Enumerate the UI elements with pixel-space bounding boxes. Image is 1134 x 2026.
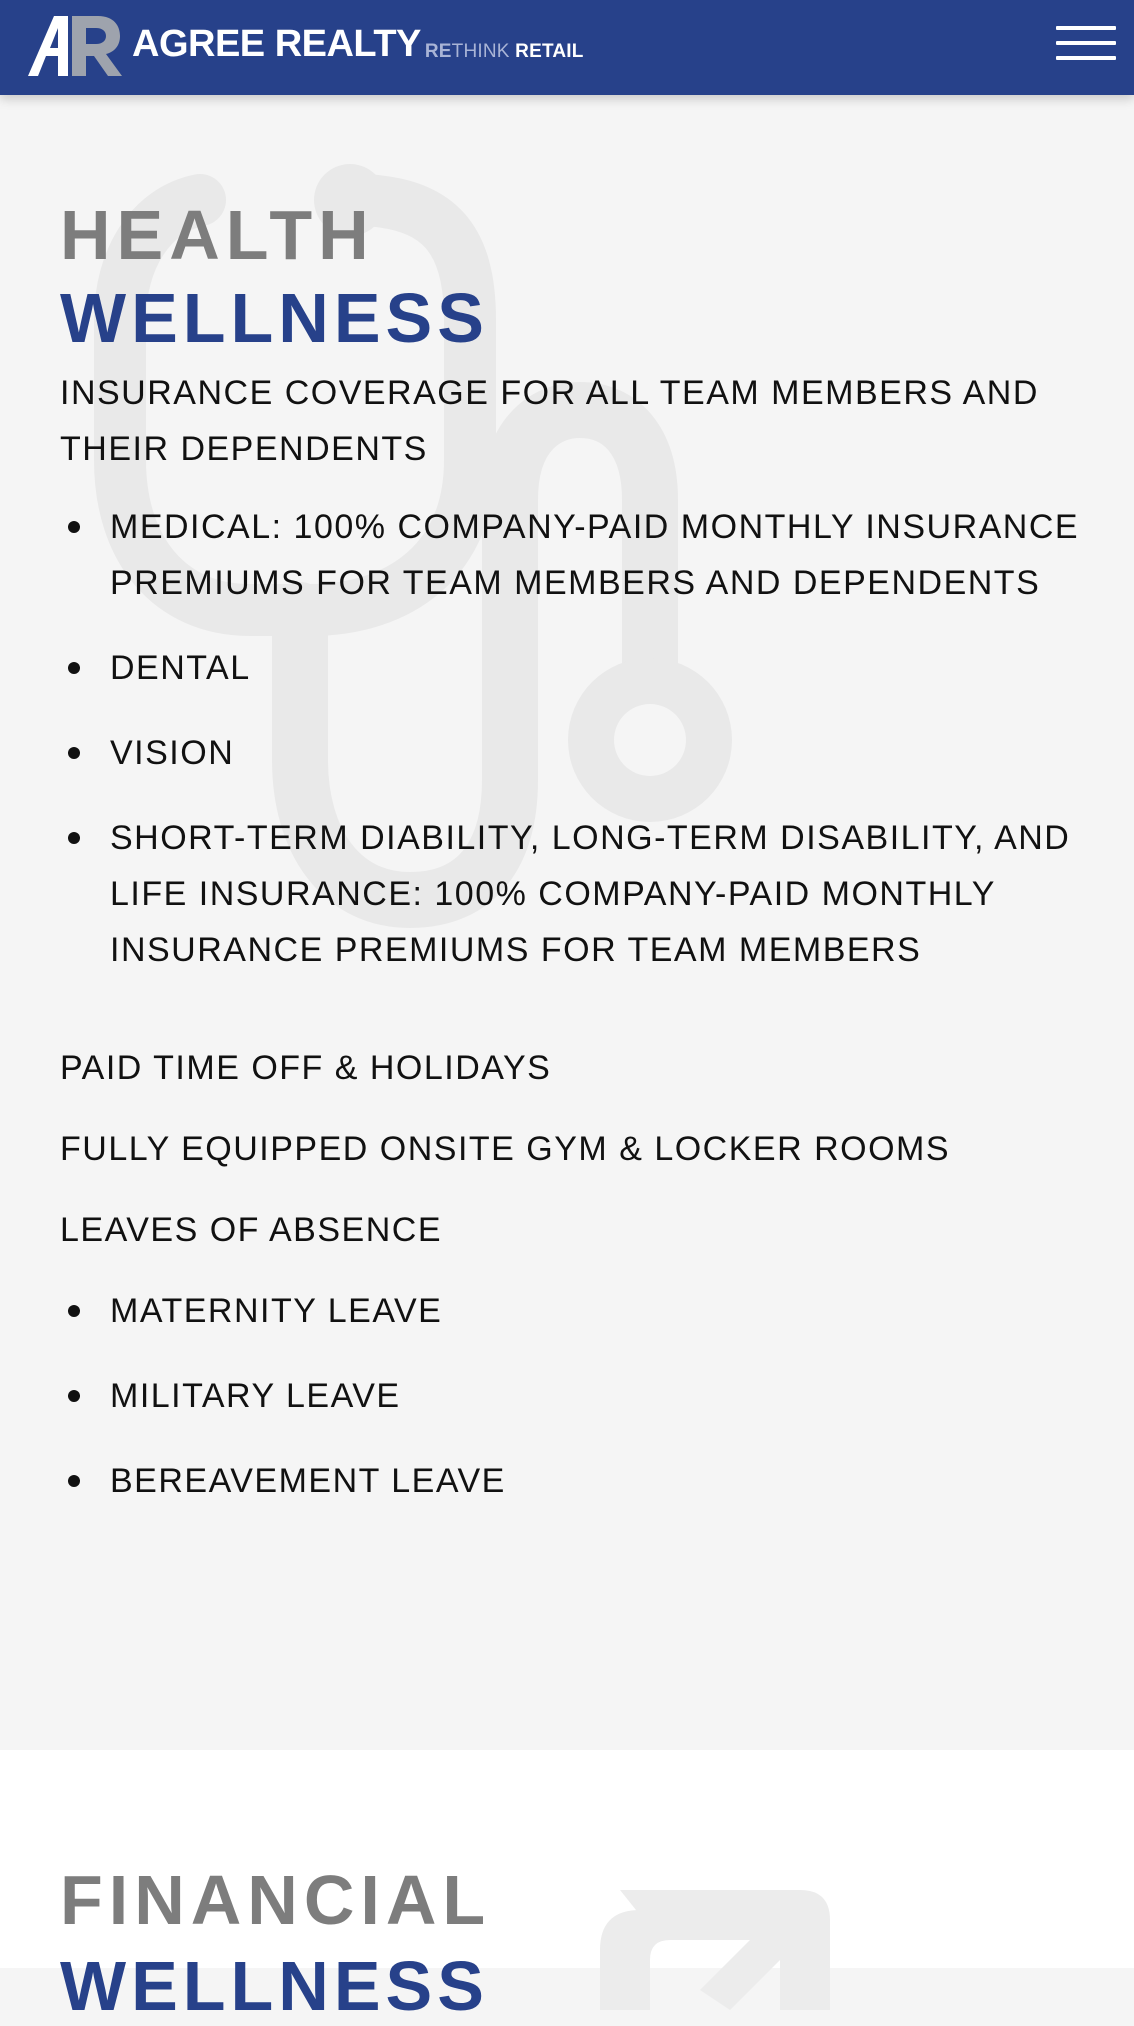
agree-realty-logo[interactable] (28, 16, 584, 76)
list-item: BEREAVEMENT LEAVE (60, 1453, 1090, 1509)
brand-tagline (425, 41, 584, 63)
brand-name: AGREE REALTY (132, 22, 421, 65)
site-header (0, 0, 1134, 95)
health-content (60, 195, 1090, 1538)
section-title-financial-wellness: WELLNESS (60, 1947, 489, 2025)
section-title-health: HEALTH (60, 196, 375, 274)
tagline-retail: RETAIL (515, 41, 584, 62)
tagline-think: THINK (451, 41, 510, 62)
arrow-icon (600, 1870, 840, 2010)
list-item: MILITARY LEAVE (60, 1368, 1090, 1424)
leaves-list (60, 1283, 1090, 1509)
health-wellness-section (0, 95, 1134, 1750)
gym-text: FULLY EQUIPPED ONSITE GYM & LOCKER ROOMS (60, 1130, 951, 1168)
list-item: VISION (60, 725, 1090, 781)
insurance-list (60, 499, 1090, 978)
list-item: DENTAL (60, 640, 1090, 696)
list-item: MEDICAL: 100% COMPANY-PAID MONTHLY INSURANCE PREMIUMS FOR TEAM MEMBERS AND DEPENDENTS (60, 499, 1090, 611)
hamburger-menu-icon[interactable] (1056, 26, 1116, 66)
ar-logo-mark-icon (28, 16, 122, 76)
list-item: MATERNITY LEAVE (60, 1283, 1090, 1339)
pto-text: PAID TIME OFF & HOLIDAYS (60, 1049, 552, 1087)
insurance-intro: INSURANCE COVERAGE FOR ALL TEAM MEMBERS AND THEIR DEPENDENTS (60, 374, 1039, 468)
section-title-financial: FINANCIAL (60, 1861, 492, 1939)
list-item: SHORT-TERM DIABILITY, LONG-TERM DISABILITY, AND LIFE INSURANCE: 100% COMPANY-PAID MONTHLY INSURANCE PREMIUMS FOR TEAM MEMBERS (60, 810, 1090, 978)
financial-wellness-section (0, 1750, 1134, 2025)
tagline-re: RE (424, 41, 452, 62)
leaves-heading: LEAVES OF ABSENCE (60, 1211, 443, 1249)
section-title-wellness: WELLNESS (60, 279, 489, 357)
